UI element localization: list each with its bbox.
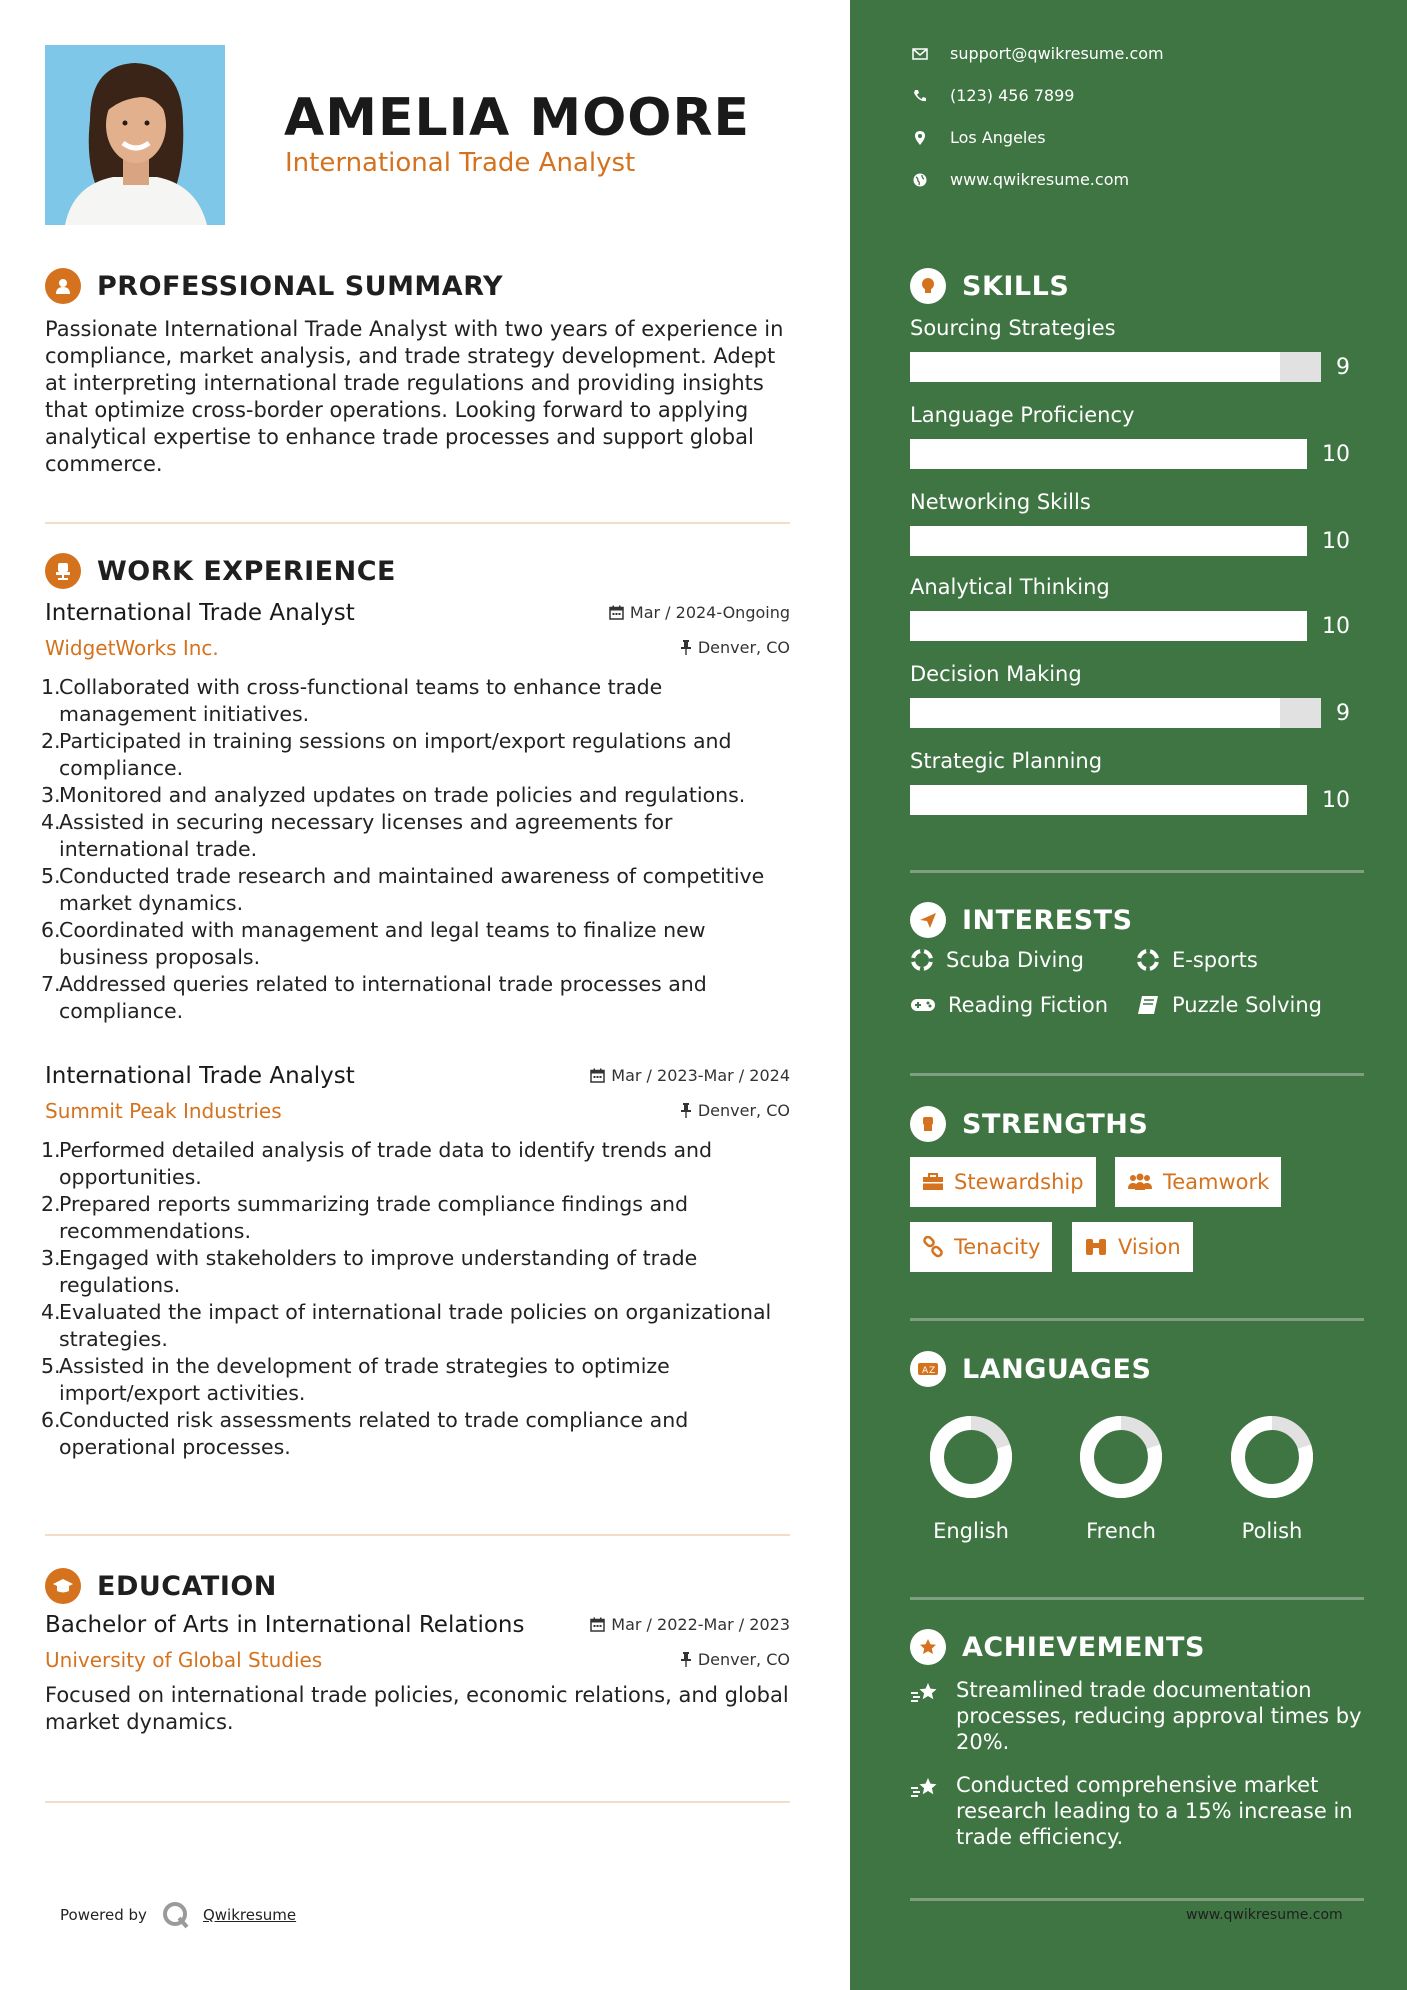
achievements-heading: ACHIEVEMENTS: [910, 1629, 1205, 1665]
summary-heading: PROFESSIONAL SUMMARY: [45, 268, 503, 304]
language-icon: [910, 1351, 946, 1387]
strength-badge: Vision: [1072, 1222, 1193, 1272]
book-icon: [1136, 994, 1160, 1016]
language-level-ring: [929, 1415, 1013, 1499]
paper-plane-icon: [910, 902, 946, 938]
skill-item: Analytical Thinking 10: [910, 575, 1350, 641]
list-item: 5. Conducted trade research and maintained awareness of competitive market dynamics.: [41, 864, 765, 915]
lifebuoy-icon: [910, 948, 934, 972]
strengths-heading: STRENGTHS: [910, 1106, 1148, 1142]
link-icon: [922, 1236, 944, 1258]
education-description: Focused on international trade policies, economic relations, and global market dynamics.: [45, 1683, 789, 1734]
list-item: 2. Prepared reports summarizing trade compliance findings and recommendations.: [41, 1192, 689, 1243]
strength-badge: Teamwork: [1115, 1157, 1281, 1207]
skill-bar: [910, 526, 1307, 556]
list-item: 4. Evaluated the impact of international trade policies on organizational strategies.: [41, 1300, 772, 1351]
svg-text:A: A: [922, 1366, 929, 1376]
calendar-icon: [590, 1068, 605, 1083]
skill-bar-fill: [910, 439, 1307, 469]
language-level-ring: [1230, 1415, 1314, 1499]
footer-website[interactable]: www.qwikresume.com: [1186, 1907, 1343, 1923]
candidate-title: International Trade Analyst: [285, 148, 636, 178]
shooting-star-icon: [910, 1681, 940, 1707]
achievement-item: Conducted comprehensive market research leading to a 15% increase in trade efficiency.: [910, 1772, 1370, 1850]
powered-by: Powered by Qwikresume: [60, 1900, 296, 1930]
interest-item: Puzzle Solving: [1136, 993, 1322, 1017]
job-dates: Mar / 2023-Mar / 2024: [590, 1066, 790, 1085]
job-role: International Trade Analyst: [45, 1063, 355, 1089]
list-item: 4. Assisted in securing necessary licenses and agreements for international trade.: [41, 810, 673, 861]
experience-heading: WORK EXPERIENCE: [45, 553, 396, 589]
qwikresume-logo-icon: [161, 1900, 191, 1930]
summary-text: Passionate International Trade Analyst with two years of experience in compliance, market analysis, and trade strategy development. Adept at interpreting international trade regulations and providing insights that optimize cross-border operations. Looking forward to applying analytical expertise to enhance trade processes and support global commerce.: [45, 317, 784, 476]
interest-item: Reading Fiction: [910, 993, 1108, 1017]
achievement-item: Streamlined trade documentation processes, reducing approval times by 20%.: [910, 1677, 1370, 1755]
divider: [45, 1534, 790, 1536]
skill-item: Language Proficiency 10: [910, 403, 1350, 469]
job-location: Denver, CO: [680, 1101, 790, 1120]
school: University of Global Studies: [45, 1648, 323, 1672]
divider: [910, 1073, 1364, 1076]
skill-bar-fill: [910, 526, 1307, 556]
language-item: French: [1066, 1415, 1176, 1543]
divider: [910, 1898, 1364, 1901]
list-item: 2. Participated in training sessions on import/export regulations and compliance.: [41, 729, 732, 780]
calendar-icon: [590, 1617, 605, 1632]
profile-photo: [45, 45, 225, 225]
list-item: 6. Coordinated with management and legal teams to finalize new business proposals.: [41, 918, 706, 969]
list-item: 7. Addressed queries related to international trade processes and compliance.: [41, 972, 707, 1023]
job-company: Summit Peak Industries: [45, 1099, 282, 1123]
skill-bar-fill: [910, 352, 1280, 382]
education-dates: Mar / 2022-Mar / 2023: [590, 1615, 790, 1634]
strength-badge: Tenacity: [910, 1222, 1052, 1272]
list-item: 3. Engaged with stakeholders to improve understanding of trade regulations.: [41, 1246, 698, 1297]
skill-item: Decision Making 9: [910, 662, 1350, 728]
location-pin-icon: [910, 131, 930, 145]
job-role: International Trade Analyst: [45, 600, 355, 626]
contact-website[interactable]: www.qwikresume.com: [910, 170, 1129, 189]
contact-location: Los Angeles: [910, 128, 1046, 147]
skill-item: Sourcing Strategies 9: [910, 316, 1350, 382]
binoculars-icon: [1084, 1237, 1108, 1257]
degree: Bachelor of Arts in International Relations: [45, 1612, 525, 1638]
interests-heading: INTERESTS: [910, 902, 1133, 938]
skill-bar: [910, 698, 1321, 728]
divider: [45, 1801, 790, 1803]
job-dates: Mar / 2024-Ongoing: [609, 603, 790, 622]
list-item: 1. Performed detailed analysis of trade data to identify trends and opportunities.: [41, 1138, 713, 1189]
shooting-star-icon: [910, 1776, 940, 1802]
divider: [910, 870, 1364, 873]
gamepad-icon: [910, 995, 936, 1015]
divider: [910, 1318, 1364, 1321]
skill-bar: [910, 352, 1321, 382]
skill-bar: [910, 439, 1307, 469]
user-icon: [45, 268, 81, 304]
education-entry: [45, 1612, 790, 1736]
interest-item: Scuba Diving: [910, 948, 1084, 972]
job-company: WidgetWorks Inc.: [45, 636, 219, 660]
graduation-cap-icon: [45, 1568, 81, 1604]
list-item: 5. Assisted in the development of trade strategies to optimize import/export activities.: [41, 1354, 670, 1405]
responsibility-list: [41, 1137, 790, 1461]
language-item: English: [916, 1415, 1026, 1543]
education-location: Denver, CO: [680, 1650, 790, 1669]
skill-bar: [910, 611, 1307, 641]
job-entry: [41, 600, 790, 1025]
job-location: Denver, CO: [680, 638, 790, 657]
divider: [910, 1597, 1364, 1600]
envelope-icon: [910, 48, 930, 60]
responsibility-list: [41, 674, 790, 1025]
interest-item: E-sports: [1136, 948, 1258, 972]
candidate-name: AMELIA MOORE: [284, 88, 751, 148]
list-item: 3. Monitored and analyzed updates on trade policies and regulations.: [41, 783, 746, 807]
skill-bar-fill: [910, 785, 1307, 815]
calendar-icon: [609, 605, 624, 620]
divider: [45, 522, 790, 524]
briefcase-icon: [922, 1173, 944, 1191]
pin-icon: [680, 640, 692, 655]
skill-bar-fill: [910, 698, 1280, 728]
lifebuoy-icon: [1136, 948, 1160, 972]
education-heading: EDUCATION: [45, 1568, 277, 1604]
pin-icon: [680, 1103, 692, 1118]
skill-item: Strategic Planning 10: [910, 749, 1350, 815]
skill-bar: [910, 785, 1307, 815]
qwikresume-link[interactable]: Qwikresume: [202, 1906, 297, 1924]
language-level-ring: [1079, 1415, 1163, 1499]
skill-item: Networking Skills 10: [910, 490, 1350, 556]
list-item: 6. Conducted risk assessments related to trade compliance and operational processes.: [41, 1408, 689, 1459]
pin-icon: [680, 1652, 692, 1667]
globe-icon: [910, 173, 930, 187]
language-item: Polish: [1217, 1415, 1327, 1543]
svg-text:Z: Z: [929, 1366, 936, 1376]
list-item: 1. Collaborated with cross-functional teams to enhance trade management initiatives.: [41, 675, 663, 726]
phone-icon: [910, 89, 930, 103]
languages-heading: A Z LANGUAGES: [910, 1351, 1151, 1387]
job-entry: [41, 1063, 790, 1461]
skill-bar-fill: [910, 611, 1307, 641]
fist-icon: [910, 1106, 946, 1142]
lightbulb-icon: [910, 268, 946, 304]
contact-phone[interactable]: (123) 456 7899: [910, 86, 1074, 105]
strength-badge: Stewardship: [910, 1157, 1096, 1207]
star-badge-icon: [910, 1629, 946, 1665]
skills-heading: SKILLS: [910, 268, 1069, 304]
contact-email[interactable]: support@qwikresume.com: [910, 44, 1164, 63]
users-icon: [1127, 1172, 1153, 1192]
chair-icon: [45, 553, 81, 589]
